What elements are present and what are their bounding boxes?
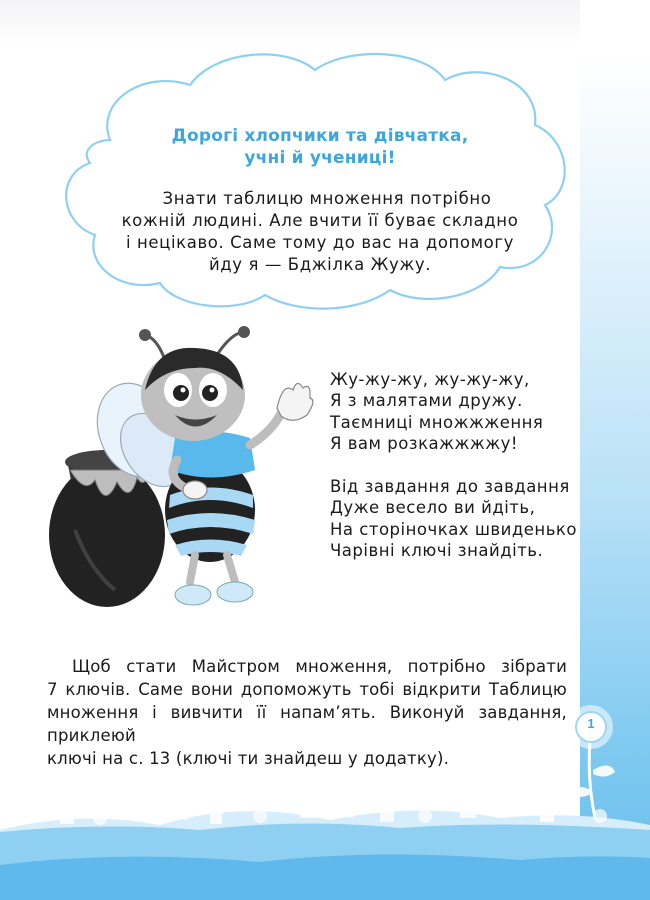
cloud-bubble [50,45,590,320]
cloud-body-line: кожній людині. Але вчити її буває складно [121,211,519,230]
cloud-body-line: і нецікаво. Саме тому до вас на допомогу [125,233,514,252]
paragraph-line: 7 ключів. Саме вони допоможуть тобі відкрити Таблицю [47,680,567,699]
poem-line: Жу-жу-жу, жу-жу-жу, [330,370,530,389]
poem-line: На сторіночках швиденько [330,519,577,539]
cloud-title-line: учні й учениці! [244,148,396,168]
cloud-title-line: Дорогі хлопчики та дівчатка, [171,126,469,146]
paragraph-line: ключі на с. 13 (ключі ти знайдеш у додатку). [47,749,450,768]
cloud-body-line: йду я — Бджілка Жужу. [208,255,432,274]
cloud-greeting-title [130,125,510,169]
top-band [0,0,650,45]
paragraph-line: множення і вивчити її напам’ять. Виконуй завдання, приклеюй [47,703,567,745]
poem-line: Я вам розкажжжжу! [330,433,518,453]
poem-line: Від завдання до завдання [330,477,570,497]
cloud-body-line: Знати таблицю множення потрібно [162,189,492,208]
poem-line: Я з малятами дружу. [330,391,523,411]
landscape-illustration [0,770,650,900]
page-number: 1 [587,716,595,731]
poem [330,369,590,561]
instruction-paragraph [47,655,567,770]
poem-line: Дуже весело ви йдіть, [330,498,536,518]
paragraph-line: Щоб стати Майстром множення, потрібно зібрати [72,657,567,676]
poem-line: Таємниці множжження [330,412,544,432]
cloud-intro-text [100,188,540,276]
poem-line: Чарівні ключі знайдіть. [330,541,544,561]
stanza-gap [330,454,590,476]
bee-illustration [45,320,325,620]
